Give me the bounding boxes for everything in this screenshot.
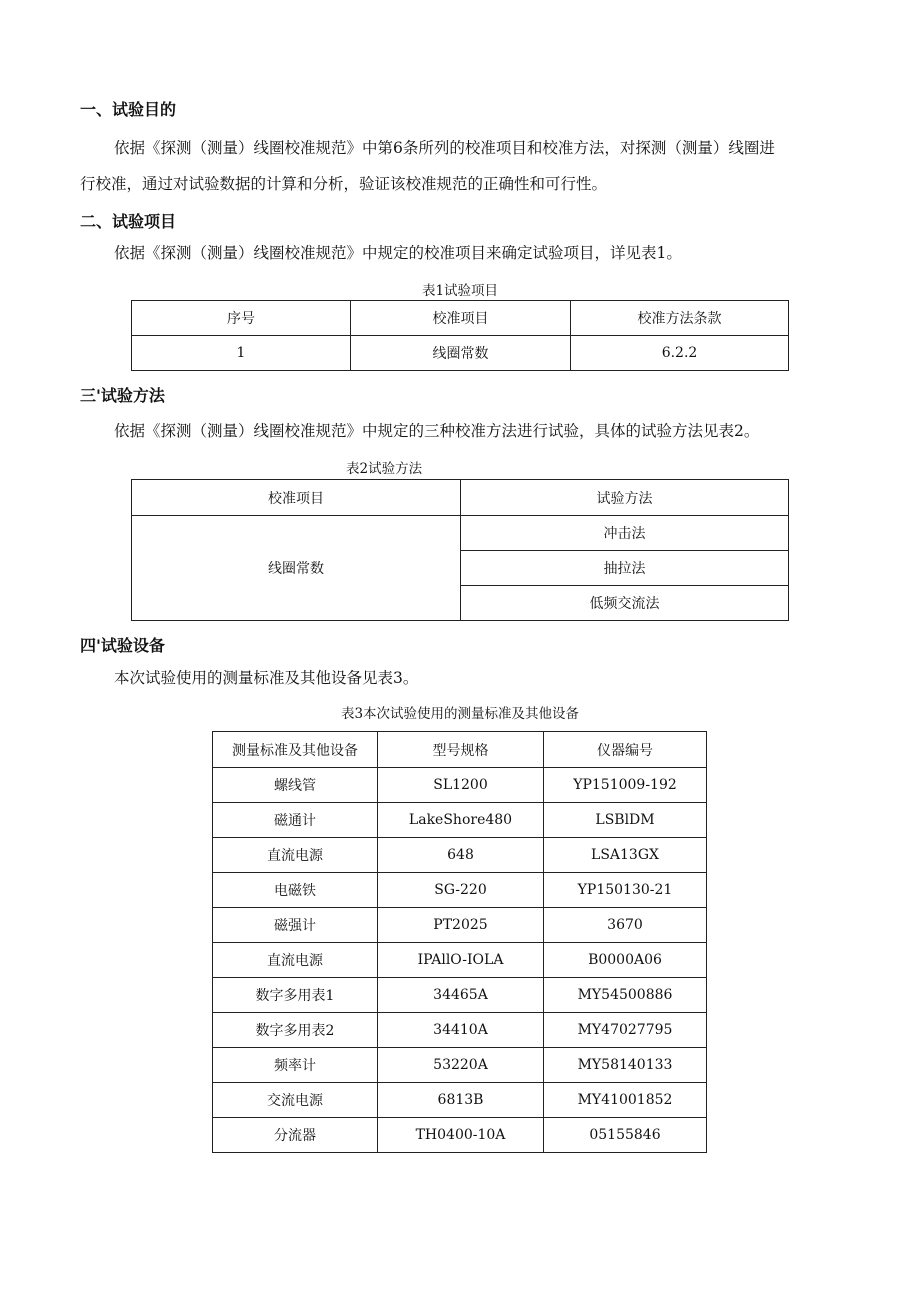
table-row — [213, 1118, 707, 1153]
table-3-cell: 磁通计 — [213, 803, 378, 838]
table-1-header-row — [132, 301, 789, 336]
table-2-header-cell: 试验方法 — [461, 480, 789, 516]
table-3-header-cell: 测量标准及其他设备 — [213, 732, 378, 768]
section-1-paragraph-line-1: 依据《探测（测量）线圈校准规范》中第6条所列的校准项目和校准方法，对探测（测量）线圈进 — [114, 139, 775, 157]
table-3-cell: MY58140133 — [544, 1048, 707, 1083]
table-3-cell: PT2025 — [378, 908, 544, 943]
table-3-cell: LSA13GX — [544, 838, 707, 873]
table-row — [213, 1013, 707, 1048]
table-row — [213, 838, 707, 873]
table-3-cell: 分流器 — [213, 1118, 378, 1153]
table-1-cell: 6.2.2 — [571, 336, 789, 371]
table-1-caption: 表1试验项目 — [421, 283, 499, 299]
table-row — [213, 908, 707, 943]
table-3-cell: TH0400-10A — [378, 1118, 544, 1153]
table-1-cell: 线圈常数 — [351, 336, 571, 371]
table-3-cell: 直流电源 — [213, 838, 378, 873]
table-row — [213, 873, 707, 908]
table-2-method-cell: 低频交流法 — [461, 586, 789, 621]
table-3-cell: 3670 — [544, 908, 707, 943]
table-3-cell: 34410A — [378, 1013, 544, 1048]
table-row — [132, 516, 789, 551]
table-3-cell: MY41001852 — [544, 1083, 707, 1118]
table-3-cell: 6813B — [378, 1083, 544, 1118]
table-3-cell: SG-220 — [378, 873, 544, 908]
table-3-cell: 频率计 — [213, 1048, 378, 1083]
section-3-heading: 三'试验方法 — [80, 386, 165, 405]
table-3-cell: 05155846 — [544, 1118, 707, 1153]
table-3-cell: 648 — [378, 838, 544, 873]
table-1-cell: 1 — [132, 336, 351, 371]
table-3-cell: 34465A — [378, 978, 544, 1013]
table-1-header-cell: 校准方法条款 — [571, 301, 789, 336]
section-1-heading: 一、试验目的 — [80, 100, 177, 119]
table-2 — [131, 479, 789, 621]
section-4-paragraph: 本次试验使用的测量标准及其他设备见表3。 — [114, 669, 419, 687]
table-3 — [212, 731, 707, 1153]
table-3-cell: 交流电源 — [213, 1083, 378, 1118]
table-row — [213, 1048, 707, 1083]
table-row — [213, 768, 707, 803]
table-1 — [131, 300, 789, 371]
table-3-cell: LSBlDM — [544, 803, 707, 838]
table-2-method-cell: 抽拉法 — [461, 551, 789, 586]
table-3-cell: 直流电源 — [213, 943, 378, 978]
section-1-paragraph-line-2: 行校准，通过对试验数据的计算和分析，验证该校准规范的正确性和可行性。 — [80, 175, 608, 193]
table-2-header-row — [132, 480, 789, 516]
table-3-cell: B0000A06 — [544, 943, 707, 978]
table-1-header-cell: 序号 — [132, 301, 351, 336]
table-row — [213, 978, 707, 1013]
table-2-caption: 表2试验方法 — [346, 461, 423, 477]
table-3-caption: 表3本次试验使用的测量标准及其他设备 — [340, 706, 580, 722]
table-3-cell: SL1200 — [378, 768, 544, 803]
table-3-cell: 53220A — [378, 1048, 544, 1083]
section-4-heading: 四'试验设备 — [80, 636, 165, 655]
table-3-cell: 螺线管 — [213, 768, 378, 803]
table-2-item-cell: 线圈常数 — [132, 516, 461, 621]
table-3-header-cell: 仪器编号 — [544, 732, 707, 768]
section-2-paragraph: 依据《探测（测量）线圈校准规范》中规定的校准项目来确定试验项目，详见表1。 — [114, 244, 682, 262]
table-1-header-cell: 校准项目 — [351, 301, 571, 336]
table-3-cell: 数字多用表2 — [213, 1013, 378, 1048]
table-2-method-cell: 冲击法 — [461, 516, 789, 551]
section-3-paragraph: 依据《探测（测量）线圈校准规范》中规定的三种校准方法进行试验，具体的试验方法见表2。 — [114, 422, 760, 440]
table-3-cell: LakeShore480 — [378, 803, 544, 838]
table-3-header-row — [213, 732, 707, 768]
table-3-cell: YP150130-21 — [544, 873, 707, 908]
table-3-cell: MY54500886 — [544, 978, 707, 1013]
table-3-cell: 磁强计 — [213, 908, 378, 943]
table-row — [213, 803, 707, 838]
table-3-cell: YP151009-192 — [544, 768, 707, 803]
table-3-cell: IPAllO-IOLA — [378, 943, 544, 978]
table-3-cell: MY47027795 — [544, 1013, 707, 1048]
table-3-header-cell: 型号规格 — [378, 732, 544, 768]
table-3-cell: 数字多用表1 — [213, 978, 378, 1013]
table-row — [213, 943, 707, 978]
table-2-header-cell: 校准项目 — [132, 480, 461, 516]
table-row — [132, 336, 789, 371]
table-3-cell: 电磁铁 — [213, 873, 378, 908]
section-2-heading: 二、试验项目 — [80, 212, 177, 231]
table-row — [213, 1083, 707, 1118]
